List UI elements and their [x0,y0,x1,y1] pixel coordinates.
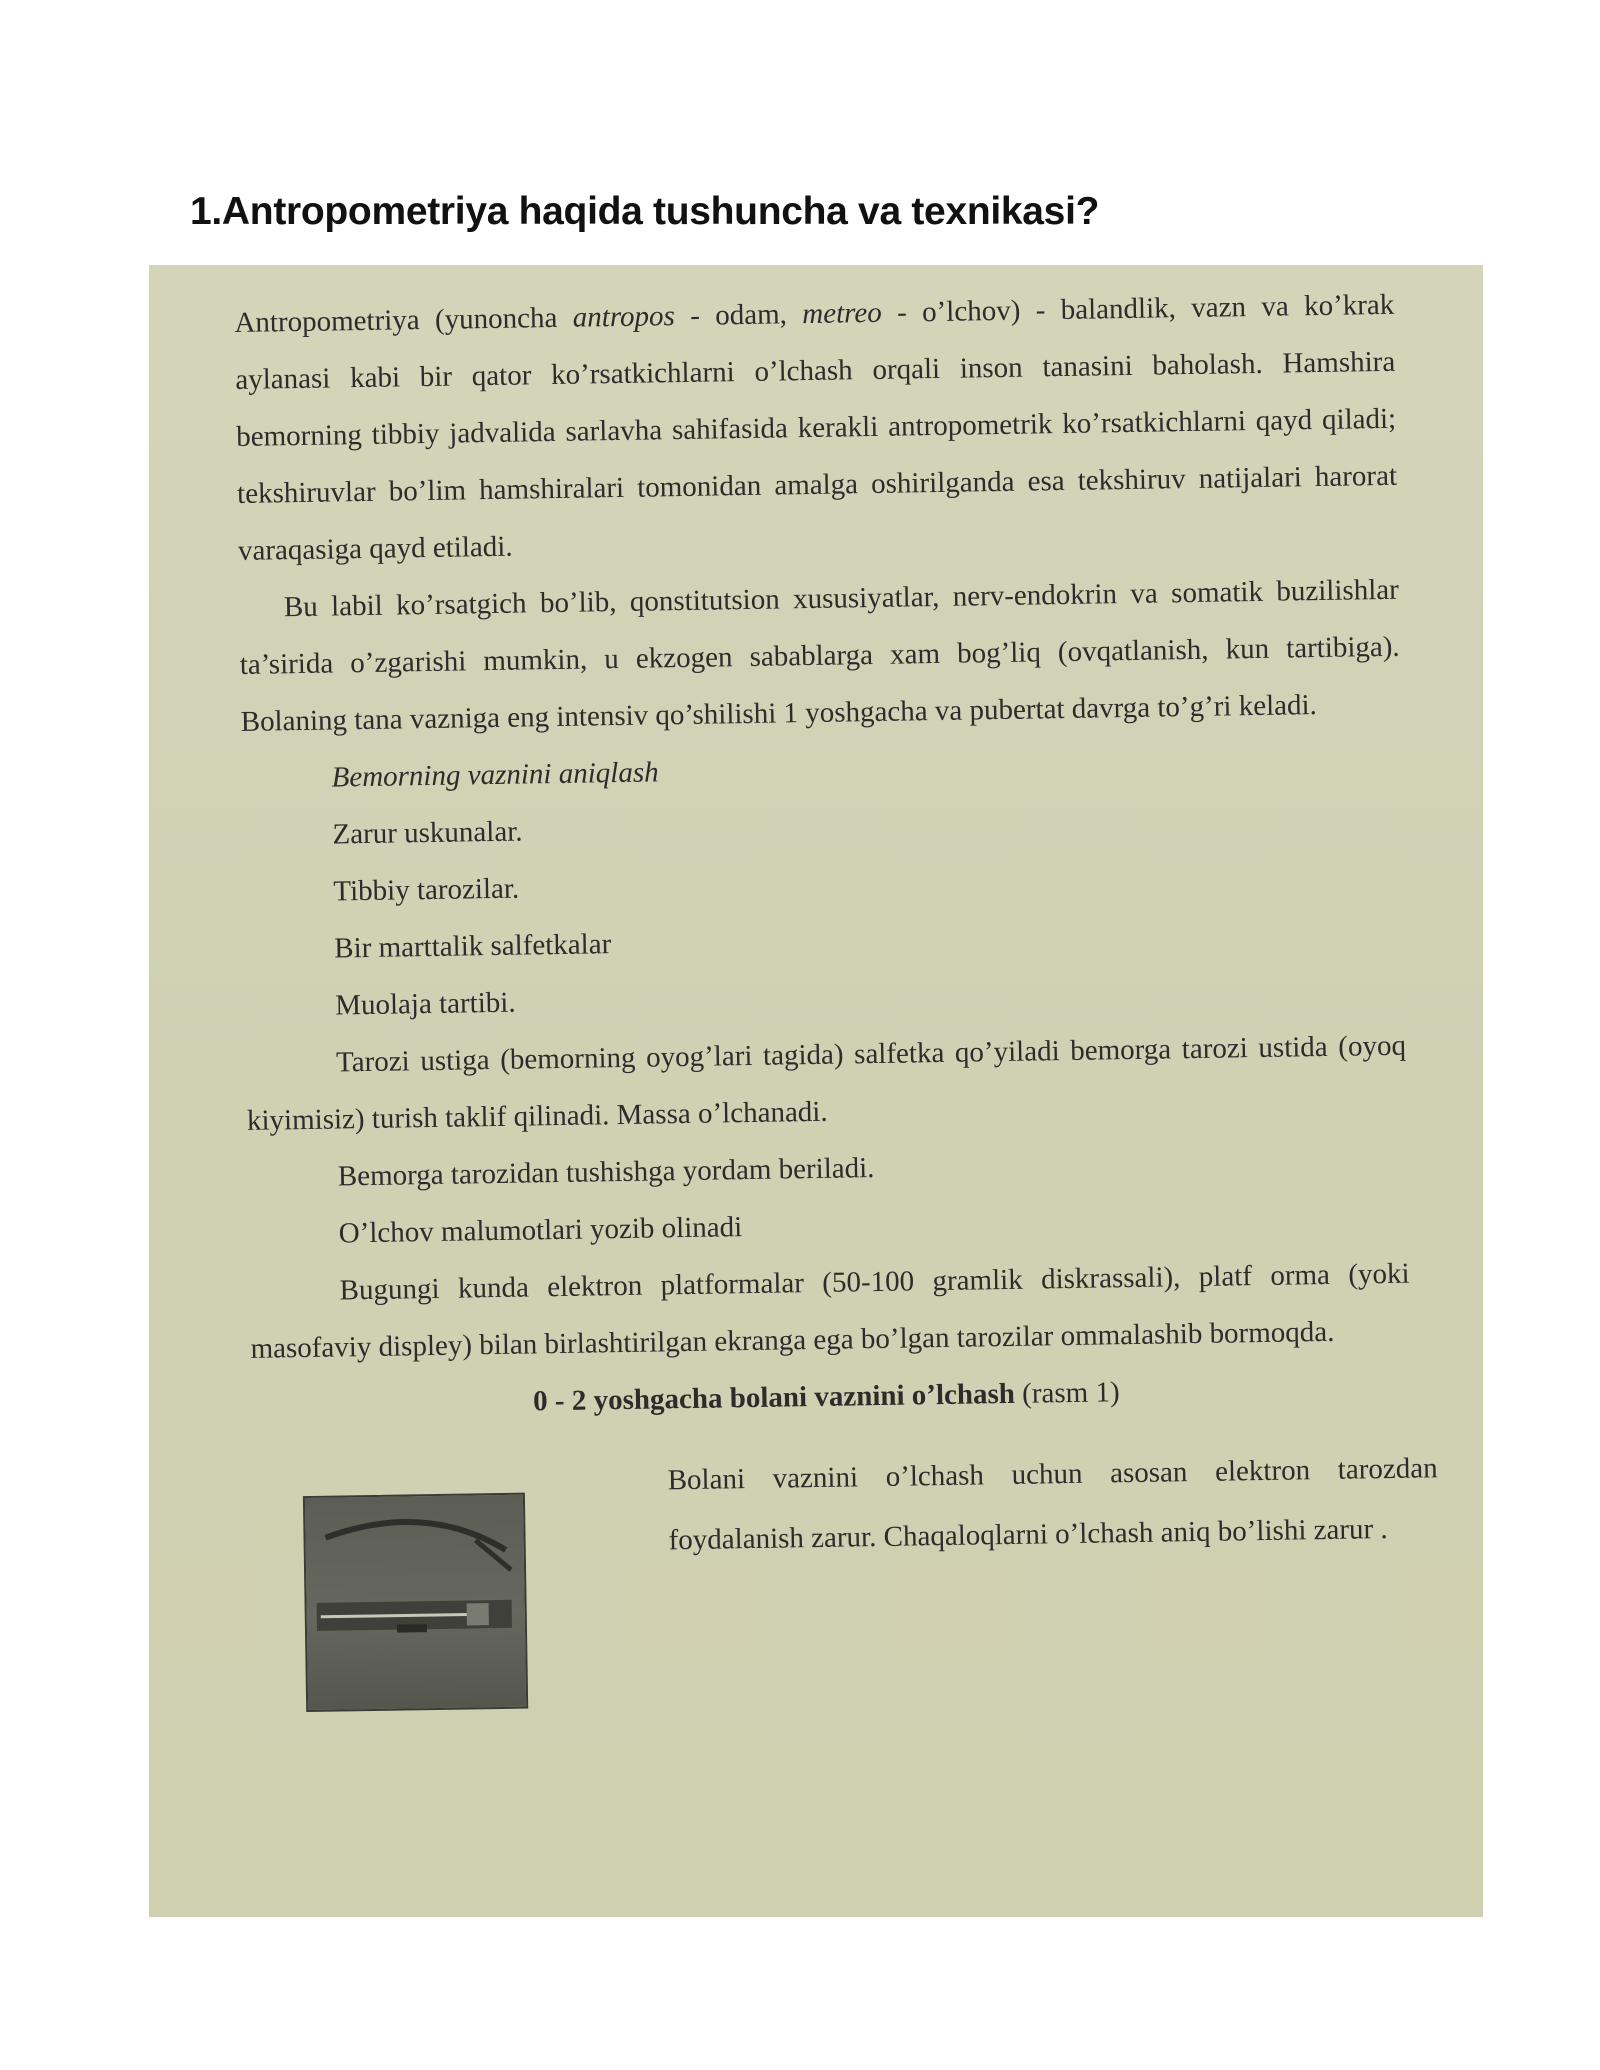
list-item-procedure: Muolaja tartibi. [334,986,516,1022]
intro-mid: - odam, [674,298,803,333]
scanned-page-photo [149,265,1483,1917]
figure-caption [667,1438,1439,1570]
procedure-step-3: O’lchov malumotlari yozib olinadi [338,1211,743,1250]
figure-row [252,1439,1438,1687]
term-antropos: antropos [572,300,676,334]
subtitle-figure-ref: (rasm 1) [1014,1376,1120,1410]
list-item-scales: Tibbiy tarozilar. [333,872,520,908]
list-item-napkins: Bir marttalik salfetkalar [334,928,612,965]
term-metreo: metreo [802,296,882,331]
list-item-equipment: Zarur uskunalar. [332,815,523,851]
electronic-scales-paragraph: Bugungi kunda elektron platformalar (50-100 gramlik diskrassali), platf orma (yoki masofaviy displey) bilan birlashtirilgan ekranga ega bo’lgan tarozilar ommalashib bormoqda. [250,1257,1410,1365]
page-title: 1.Antropometriya haqida tushuncha va texnikasi? [190,190,1100,233]
list-item-title: Bemorning vaznini aniqlash [331,756,659,794]
baby-scale-illustration [305,1495,526,1710]
labil-paragraph: Bu labil ko’rsatgich bo’lib, qonstitutsion xususiyatlar, nerv-endokrin va somatik buzilishlar ta’sirida o’zgarishi mumkin, u ekzogen sabablarga xam bog’liq (ovqatlanish, kun tartibiga). Bolaning tana vazniga eng intensiv qo’shilishi 1 yoshgacha va pubertat davrga to’g’ri keladi. [239,573,1400,738]
intro-rest: - o’lchov) - balandlik, vazn va ko’krak aylanasi kabi bir qator ko’rsatkichlarni o’lchash orqali inson tanasini baholash. Hamshira bemorning tibbiy jadvalida sarlavha sahifasida kerakli antropometrik ko’rsatkichlarni qayd qiladi; tekshiruvlar bo’lim hamshiralari tomonidan amalga oshirilganda esa tekshiruv natijalari harorat varaqasiga qayd etiladi. [235,288,1398,567]
baby-scale-image [303,1493,528,1712]
intro-lead: Antropometriya (yunoncha [234,301,574,339]
scanned-text-block [234,277,1438,1687]
intro-paragraph [234,277,1398,580]
subtitle-bold: 0 - 2 yoshgacha bolani vaznini o’lchash [532,1377,1016,1418]
procedure-step-2: Bemorga tarozidan tushishga yordam beriladi. [337,1152,875,1193]
figure-caption-text: Bolani vaznini o’lchash uchun asosan elektron tarozdan foydalanish zarur. Chaqaloqlarni o’lchash aniq bo’lishi zarur . [667,1452,1438,1557]
procedure-step-1: Tarozi ustiga (bemorning oyog’lari tagida) salfetka qo’yiladi bemorga tarozi ustida (oyoq kiyimisiz) turish taklif qilinadi. Massa o’lchanadi. [246,1029,1407,1137]
